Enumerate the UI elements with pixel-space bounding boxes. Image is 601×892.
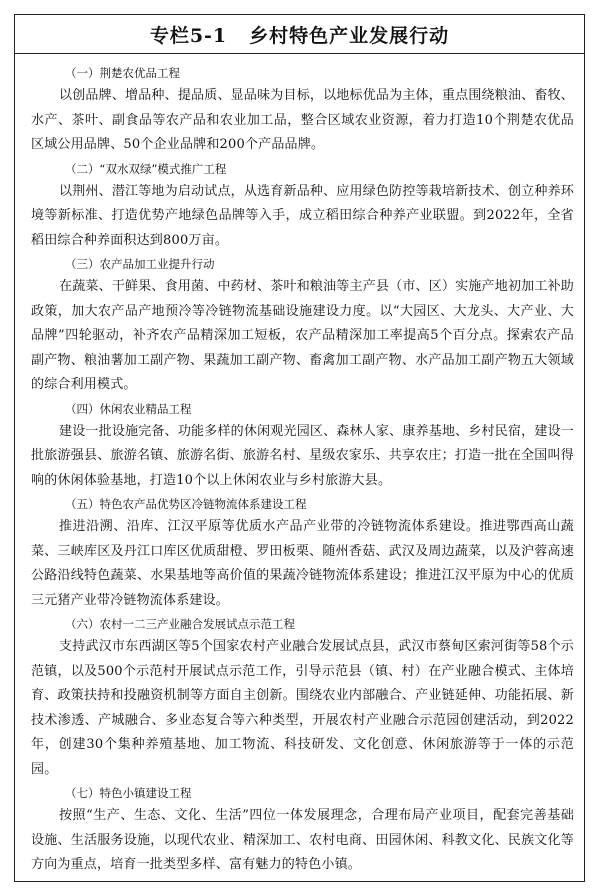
feature-box [14,14,585,882]
section-body: 以创品牌、增品种、提品质、显品味为目标，以地标优品为主体，重点围绕粮油、畜牧、水产、茶叶、副食品等农产品和农业加工品，整合区域农业资源，着力打造10个荆楚农优品区域公用品牌、50个企业品牌和200个产品品牌。 [31,88,574,152]
box-title [15,15,584,54]
section-heading: （五）特色农产品优势区冷链物流体系建设工程 [65,497,307,511]
section-body: 以荆州、潜江等地为启动试点，从选育新品种、应用绿色防控等栽培新技术、创立种养环境等新标准、打造优势产地绿色品牌等入手，成立稻田综合种养产业联盟。到2022年，全省稻田综合种养面积达到800万亩。 [31,183,574,248]
section-heading: （一）荆楚农优品工程 [65,66,180,80]
box-title-text: 乡村特色产业发展行动 [249,24,450,47]
section-heading: （三）农产品加工业提升行动 [65,257,215,271]
box-content [15,54,584,878]
section-3 [31,253,574,398]
section-heading: （二）“双水双绿”模式推广工程 [65,161,227,176]
section-1 [31,62,574,158]
section-2 [31,158,574,254]
section-heading: （四）休闲农业精品工程 [65,401,192,416]
box-title-label: 专栏5-1 [149,24,228,47]
section-5 [31,493,574,613]
section-body: 推进沿溯、沿库、江汉平原等优质水产品产业带的冷链物流体系建设。推进鄂西高山蔬菜、三峡库区及丹江口库区优质甜橙、罗田板栗、随州香菇、武汉及周边蔬菜，以及沪蓉高速公路沿线特色蔬菜、水果基地等高价值的果蔬冷链物流体系建设；推进江汉平原为中心的优质三元猪产业带冷链物流体系建设。 [31,519,574,608]
section-body: 按照“生产、生态、文化、生活”四位一体发展理念，合理布局产业项目，配套完善基础设施、生活服务设施，以现代农业、精深加工、农村电商、田园休闲、科教文化、民族文化等方向为重点，培育一批类型多样、富有魅力的特色小镇。 [31,808,574,872]
section-body: 建设一批设施完备、功能多样的休闲观光园区、森林人家、康养基地、乡村民宿，建设一批旅游强县、旅游名镇、旅游名街、旅游名村、星级农家乐、共享农庄；打造一批在全国叫得响的休闲体验基地，打造10个以上休闲农业与乡村旅游大县。 [31,423,574,488]
section-6 [31,613,574,782]
section-body: 在蔬菜、干鲜果、食用菌、中药材、茶叶和粮油等主产县（市、区）实施产地初加工补助政策，加大农产品产地预冷等冷链物流基础设施建设力度。以“大园区、大龙头、大产业、大品牌”四轮驱动，补齐农产品精深加工短板，农产品精深加工率提高5个百分点。探索农产品副产物、粮油薯加工副产物、果蔬加工副产物、畜禽加工副产物、水产品加工副产物五大领域的综合利用模式。 [31,279,574,392]
section-4 [31,398,574,494]
section-heading: （六）农村一二三产业融合发展试点示范工程 [65,617,295,631]
section-heading: （七）特色小镇建设工程 [65,786,192,800]
section-7 [31,782,574,878]
section-body: 支持武汉市东西湖区等5个国家农村产业融合发展试点县，武汉市蔡甸区索河街等58个示范镇，以及500个示范村开展试点示范工作，引导示范县（镇、村）在产业融合模式、主体培育、政策扶持和投融资机制等方面自主创新。围绕农业内部融合、产业链延伸、功能拓展、新技术渗透、产城融合、多业态复合等六种类型，开展农村产业融合示范园创建活动，到2022年，创建30个集种养殖基地、加工物流、科技研发、文化创意、休闲旅游等于一体的示范园。 [31,639,574,777]
